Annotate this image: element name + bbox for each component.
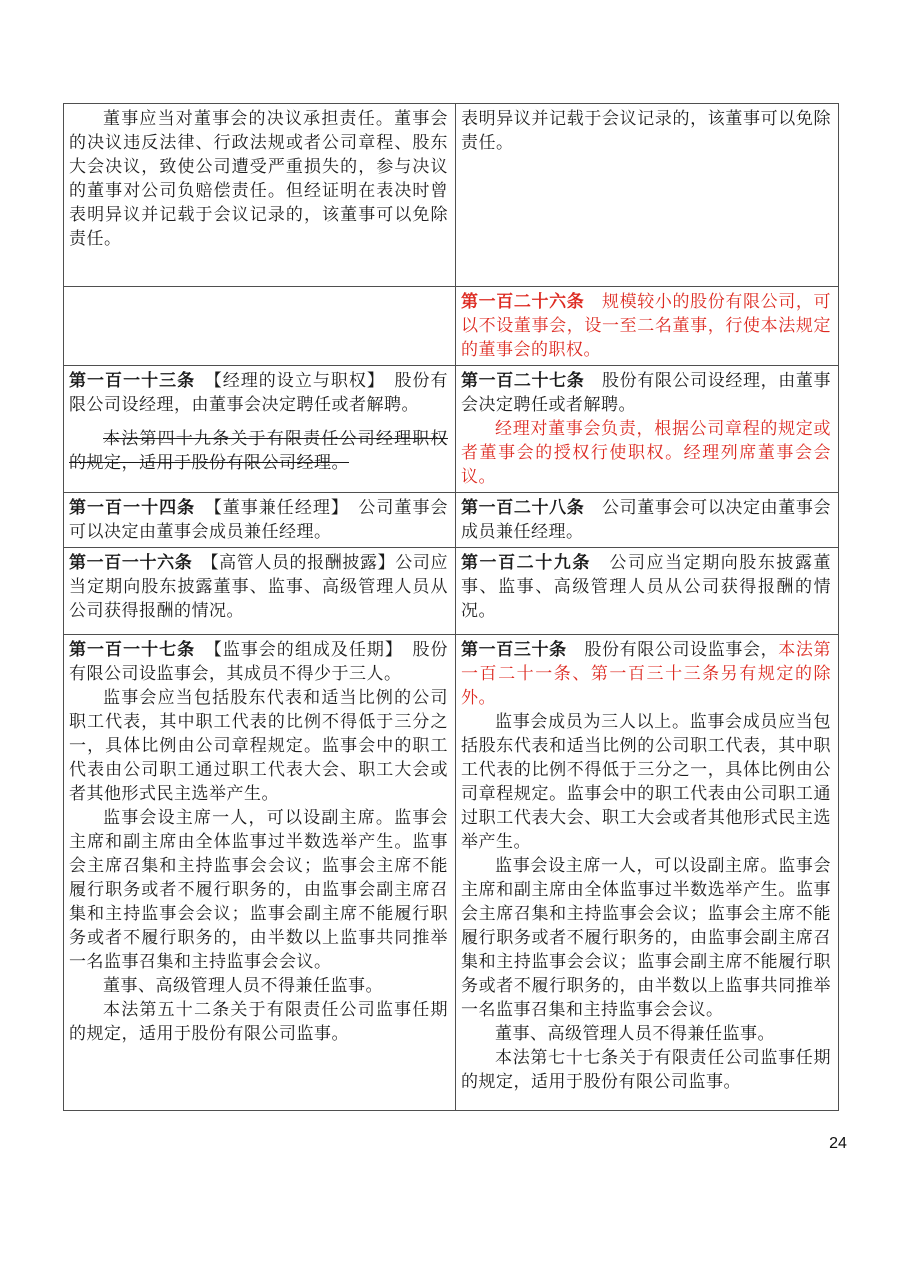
- law-text: 监事会应当包括股东代表和适当比例的公司职工代表，其中职工代表的比例不得低于三分之一，具体比例由公司章程规定。监事会中的职工代表由公司职工通过职工代表大会、职工大会或者其他形式民主选举产生。: [69, 688, 448, 803]
- paragraph: [461, 710, 831, 854]
- article-number: 第一百一十六条: [69, 553, 193, 572]
- law-text: 公司应当定期向股东披露董事、监事、高级管理人员从公司获得报酬的情况。: [461, 553, 832, 620]
- cell-new-law: [456, 548, 839, 635]
- article-number: 第一百一十三条: [69, 371, 196, 390]
- law-text: 本法第五十二条关于有限责任公司监事任期的规定，适用于股份有限公司监事。: [69, 1000, 448, 1043]
- amended-text: 规模较小的股份有限公司，可以不设董事会，设一至二名董事，行使本法规定的董事会的职权。: [461, 292, 831, 359]
- paragraph: [461, 854, 831, 1022]
- law-text: 【监事会的组成及任期】 股份有限公司设监事会，其成员不得少于三人。: [69, 640, 449, 683]
- article-number: 第一百二十七条: [461, 371, 585, 390]
- article-number: 第一百二十九条: [461, 553, 591, 572]
- paragraph: [461, 551, 831, 623]
- paragraph: [461, 369, 831, 417]
- cell-new-law: [456, 287, 839, 366]
- cell-old-law: [64, 366, 456, 493]
- paragraph: [69, 806, 448, 974]
- table-row: [64, 366, 839, 493]
- paragraph: [461, 107, 831, 155]
- law-text: 本法第七十七条关于有限责任公司监事任期的规定，适用于股份有限公司监事。: [461, 1048, 831, 1091]
- table-row: [64, 548, 839, 635]
- table-row: [64, 493, 839, 548]
- law-text: 表明异议并记载于会议记录的，该董事可以免除责任。: [461, 109, 831, 152]
- cell-old-law: [64, 104, 456, 287]
- paragraph: [69, 427, 448, 475]
- law-text: 董事、高级管理人员不得兼任监事。: [103, 976, 383, 995]
- cell-old-law: [64, 548, 456, 635]
- paragraph: [461, 496, 831, 544]
- paragraph: [461, 1022, 831, 1046]
- paragraph: [69, 638, 448, 686]
- law-text: 公司董事会可以决定由董事会成员兼任经理。: [461, 498, 831, 541]
- paragraph: [69, 496, 448, 544]
- law-text: 董事应当对董事会的决议承担责任。董事会的决议违反法律、行政法规或者公司章程、股东大会决议，致使公司遭受严重损失的，参与决议的董事对公司负赔偿责任。但经证明在表决时曾表明异议并记载于会议记录的，该董事可以免除责任。: [69, 109, 448, 248]
- article-number: 第一百一十四条: [69, 498, 196, 517]
- cell-new-law: [456, 104, 839, 287]
- paragraph: [461, 638, 831, 710]
- table-row: [64, 287, 839, 366]
- paragraph: [69, 369, 448, 417]
- table-row: [64, 104, 839, 287]
- cell-old-law: [64, 635, 456, 1111]
- cell-new-law: [456, 635, 839, 1111]
- paragraph: [461, 1046, 831, 1094]
- paragraph: [69, 686, 448, 806]
- article-number: 第一百三十条: [461, 640, 567, 659]
- law-text: 股份有限公司设监事会，: [566, 640, 779, 659]
- law-text: 董事、高级管理人员不得兼任监事。: [495, 1024, 775, 1043]
- paragraph: [69, 107, 448, 251]
- paragraph: [69, 974, 448, 998]
- amended-text: 经理对董事会负责，根据公司章程的规定或者董事会的授权行使职权。经理列席董事会会议。: [461, 419, 831, 486]
- paragraph: [69, 998, 448, 1046]
- cell-old-law: [64, 287, 456, 366]
- table-row: [64, 635, 839, 1111]
- deleted-text: 本法第四十九条关于有限责任公司经理职权的规定，适用于股份有限公司经理。: [69, 429, 448, 472]
- law-text: 监事会设主席一人，可以设副主席。监事会主席和副主席由全体监事过半数选举产生。监事会主席召集和主持监事会会议；监事会主席不能履行职务或者不履行职务的，由监事会副主席召集和主持监事会会议；监事会副主席不能履行职务或者不履行职务的，由半数以上监事共同推举一名监事召集和主持监事会会议。: [461, 856, 831, 1019]
- cell-new-law: [456, 366, 839, 493]
- law-text: 股份有限公司设经理，由董事会决定聘任或者解聘。: [461, 371, 831, 414]
- law-text: 监事会设主席一人，可以设副主席。监事会主席和副主席由全体监事过半数选举产生。监事会主席召集和主持监事会会议；监事会主席不能履行职务或者不履行职务的，由监事会副主席召集和主持监事会会议；监事会副主席不能履行职务或者不履行职务的，由半数以上监事共同推举一名监事召集和主持监事会会议。: [69, 808, 448, 971]
- law-comparison-table: [63, 103, 839, 1111]
- paragraph: [461, 417, 831, 489]
- cell-new-law: [456, 493, 839, 548]
- law-text: 监事会成员为三人以上。监事会成员应当包括股东代表和适当比例的公司职工代表，其中职工代表的比例不得低于三分之一，具体比例由公司章程规定。监事会中的职工代表由公司职工通过职工代表大会、职工大会或者其他形式民主选举产生。: [461, 712, 831, 851]
- article-number: 第一百二十八条: [461, 498, 585, 517]
- paragraph: [69, 551, 448, 623]
- amended-text: 本法第一百二十一条、第一百三十三条另有规定的除外。: [461, 640, 831, 707]
- law-text: 【董事兼任经理】 公司董事会可以决定由董事会成员兼任经理。: [69, 498, 449, 541]
- law-text: 【经理的设立与职权】 股份有限公司设经理，由董事会决定聘任或者解聘。: [69, 371, 449, 414]
- paragraph: [461, 290, 831, 362]
- law-text: 【高管人员的报酬披露】公司应当定期向股东披露董事、监事、高级管理人员从公司获得报酬的情况。: [69, 553, 449, 620]
- amended-text: 第一百二十六条: [461, 292, 585, 311]
- cell-old-law: [64, 493, 456, 548]
- article-number: 第一百一十七条: [69, 640, 196, 659]
- page-number: 24: [829, 1135, 847, 1152]
